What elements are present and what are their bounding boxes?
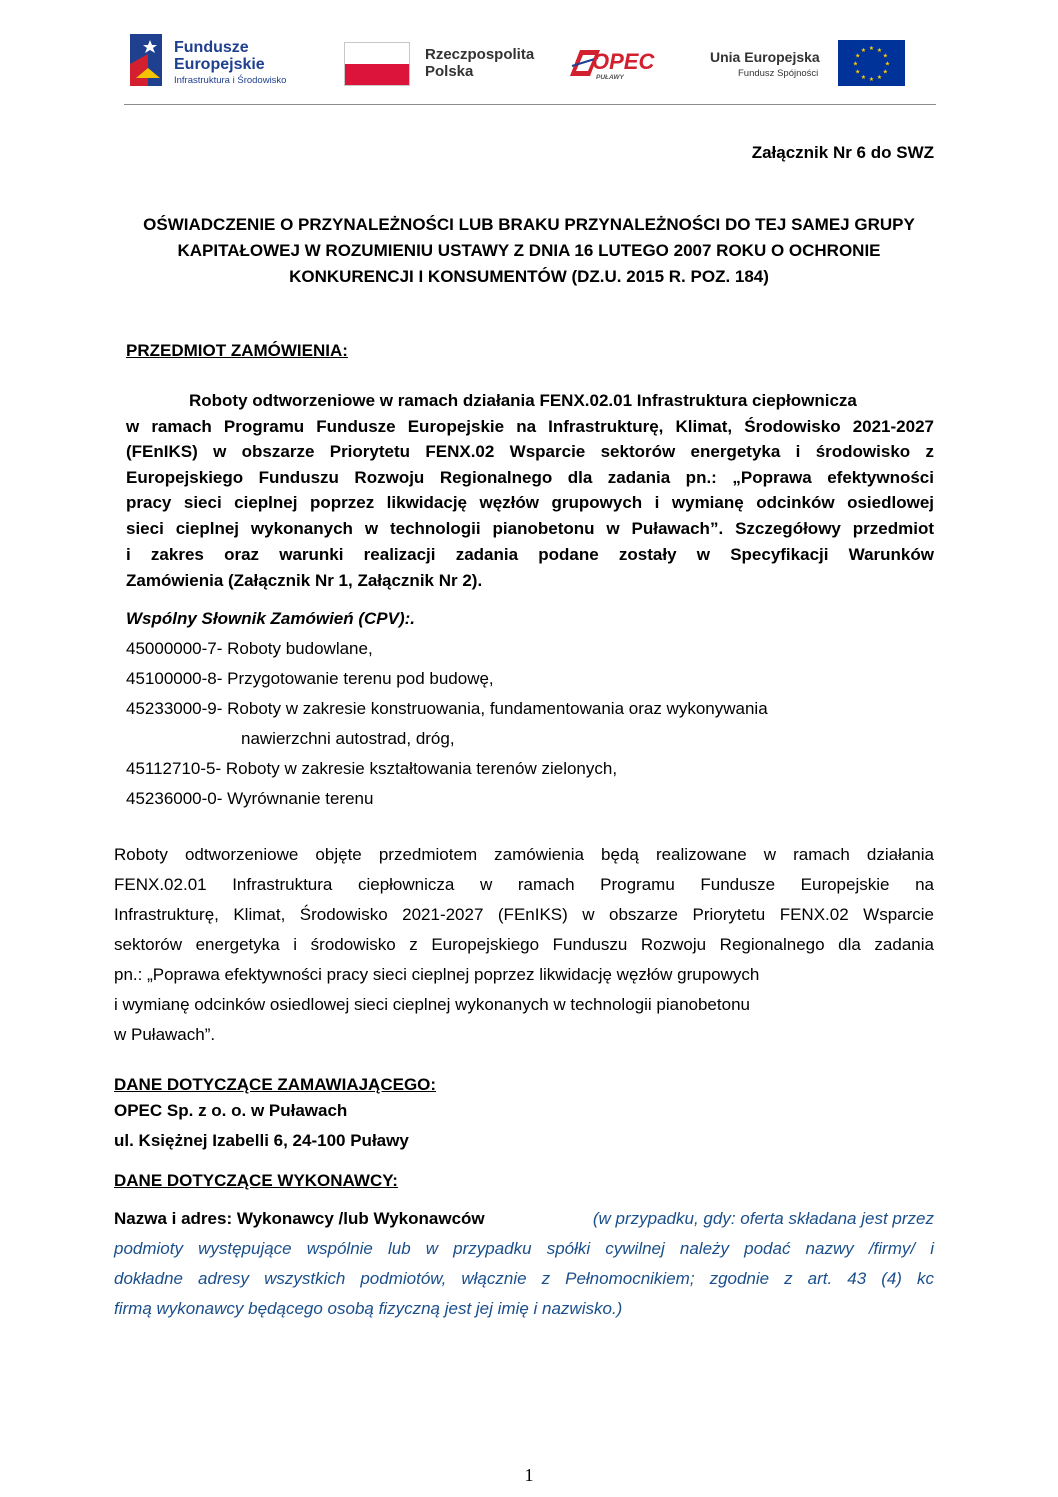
header-divider — [124, 104, 936, 105]
employer-heading: DANE DOTYCZĄCE ZAMAWIAJĄCEGO: — [114, 1075, 437, 1094]
list-item: 45100000-8- Przygotowanie terenu pod budowę, — [126, 669, 494, 688]
rzeczpospolita-polska-logo — [344, 42, 554, 88]
contractor-heading: DANE DOTYCZĄCE WYKONAWCY: — [114, 1171, 398, 1190]
fe-logo-subtitle: Infrastruktura i Środowisko — [174, 75, 287, 86]
unia-europejska-logo — [708, 40, 918, 88]
ue-logo-subtitle: Fundusz Spójności — [738, 68, 819, 79]
fundusze-europejskie-logo — [130, 32, 305, 90]
employer-address: ul. Księżnej Izabelli 6, 24-100 Puławy — [114, 1131, 409, 1150]
contractor-label: Nazwa i adres: Wykonawcy /lub Wykonawców — [114, 1209, 485, 1228]
svg-text:★: ★ — [868, 76, 875, 83]
list-item: 45112710-5- Roboty w zakresie kształtowania terenów zielonych, — [126, 759, 618, 778]
list-item-continuation: nawierzchni autostrad, dróg, — [241, 729, 455, 748]
svg-text:★: ★ — [860, 47, 867, 54]
svg-text:★: ★ — [884, 60, 891, 68]
svg-text:★: ★ — [876, 47, 883, 54]
annex-label: Załącznik Nr 6 do SWZ — [751, 143, 934, 162]
opec-logo-text: OPEC — [592, 49, 655, 74]
logo-bar — [126, 30, 936, 92]
svg-text:★: ★ — [882, 52, 888, 60]
eu-flag-icon — [838, 40, 905, 86]
page-number: 1 — [524, 1465, 534, 1485]
subject-heading: PRZEDMIOT ZAMÓWIENIA: — [126, 341, 348, 360]
svg-text:★: ★ — [855, 52, 861, 60]
list-item: 45233000-9- Roboty w zakresie konstruowania, fundamentowania oraz wykonywania — [126, 699, 768, 718]
ue-logo-text: Unia Europejska — [710, 49, 820, 65]
rp-logo-text: Rzeczpospolita Polska — [425, 46, 535, 80]
fe-logo-text: Fundusze Europejskie — [174, 39, 265, 73]
svg-text:★: ★ — [876, 74, 883, 81]
svg-text:★: ★ — [882, 68, 888, 76]
svg-text:★: ★ — [855, 68, 861, 76]
opec-logo-subtitle: PUŁAWY — [596, 74, 624, 81]
polish-flag-icon — [344, 42, 410, 86]
cpv-heading: Wspólny Słownik Zamówień (CPV):. — [126, 609, 416, 628]
fe-emblem-icon — [130, 34, 162, 86]
employer-name: OPEC Sp. z o. o. w Puławach — [114, 1101, 348, 1120]
list-item: 45236000-0- Wyrównanie terenu — [126, 789, 374, 808]
list-item: 45000000-7- Roboty budowlane, — [126, 639, 373, 658]
opec-logo — [570, 44, 670, 84]
svg-text:★: ★ — [860, 74, 867, 81]
svg-text:★: ★ — [868, 45, 875, 52]
svg-text:★: ★ — [852, 60, 859, 68]
